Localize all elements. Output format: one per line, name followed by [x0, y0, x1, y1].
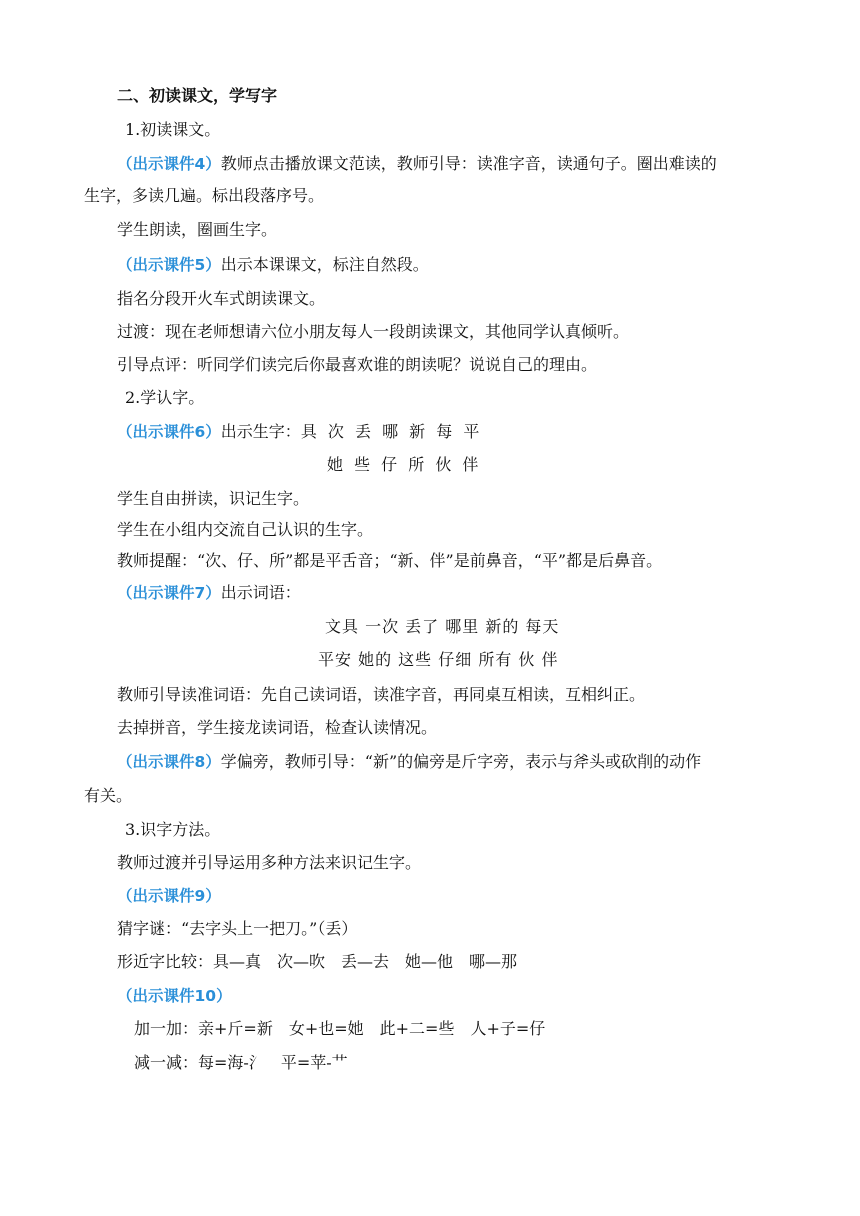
addition-line: 加一加：亲+斤=新 女+也=她 此+二=些 人+子=仔 — [134, 1019, 546, 1038]
courseware-10 — [117, 986, 232, 1006]
subheading-learn-characters: 2.学认字。 — [125, 388, 205, 407]
new-characters-row-1: 具 次 丢 哪 新 每 平 — [300, 422, 483, 441]
courseware-tag: （出示课件10） — [117, 987, 232, 1005]
subheading-methods: 3.识字方法。 — [125, 820, 221, 839]
paragraph-courseware-6 — [117, 422, 482, 442]
courseware-tag: （出示课件8） — [117, 753, 221, 771]
paragraph-courseware-7 — [117, 583, 301, 603]
paragraph-text: 去掉拼音，学生接龙读词语，检查认读情况。 — [117, 718, 438, 737]
paragraph-text: 引导点评：听同学们读完后你最喜欢谁的朗读呢？说说自己的理由。 — [117, 355, 598, 374]
section-title: 二、初读课文，学写字 — [117, 86, 278, 105]
paragraph-text: 出示词语： — [220, 583, 301, 602]
paragraph-text: 学偏旁，教师引导：“新”的偏旁是斤字旁，表示与斧头或砍削的动作 — [220, 752, 702, 771]
courseware-9 — [117, 886, 221, 906]
paragraph-text: 学生朗读，圈画生字。 — [117, 220, 278, 239]
paragraph-text: 教师提醒：“次、仔、所”都是平舌音；“新、伴”是前鼻音，“平”都是后鼻音。 — [117, 551, 663, 570]
courseware-tag: （出示课件5） — [117, 256, 221, 274]
paragraph-text: 指名分段开火车式朗读课文。 — [117, 289, 326, 308]
courseware-tag: （出示课件6） — [117, 423, 221, 441]
paragraph-text: 教师引导读准词语：先自己读词语，读准字音，再同桌互相读，互相纠正。 — [117, 685, 646, 704]
paragraph-text: 过渡：现在老师想请六位小朋友每人一段朗读课文，其他同学认真倾听。 — [117, 322, 630, 341]
subheading-read-text: 1.初读课文。 — [125, 120, 221, 139]
paragraph-text: 教师过渡并引导运用多种方法来识记生字。 — [117, 853, 422, 872]
paragraph-courseware-4 — [117, 154, 717, 174]
new-characters-row-2: 她 些 仔 所 伙 伴 — [327, 455, 482, 474]
courseware-tag: （出示课件7） — [117, 584, 221, 602]
courseware-tag: （出示课件9） — [117, 887, 221, 905]
paragraph-text: 教师点击播放课文范读，教师引导：读准字音，读通句子。圈出难读的 — [220, 154, 717, 173]
paragraph-text: 出示生字： — [220, 422, 301, 441]
vocabulary-row-1: 文具 一次 丢了 哪里 新的 每天 — [325, 617, 560, 636]
similar-characters-line: 形近字比较：具—真 次—吹 丢—去 她—他 哪—那 — [117, 952, 518, 971]
paragraph-text: 学生在小组内交流自己认识的生字。 — [117, 520, 374, 539]
paragraph-continuation: 有关。 — [84, 786, 133, 805]
subtraction-line: 减一减：每=海-氵 平=苹-艹 — [134, 1053, 348, 1072]
paragraph-text: 出示本课课文，标注自然段。 — [220, 255, 429, 274]
paragraph-text: 学生自由拼读，识记生字。 — [117, 489, 310, 508]
paragraph-continuation: 生字，多读几遍。标出段落序号。 — [84, 186, 325, 205]
paragraph-courseware-5 — [117, 255, 429, 275]
riddle-line: 猜字谜：“去字头上一把刀。”（丢） — [117, 919, 358, 938]
courseware-tag: （出示课件4） — [117, 155, 221, 173]
vocabulary-row-2: 平安 她的 这些 仔细 所有 伙 伴 — [318, 650, 559, 669]
paragraph-courseware-8 — [117, 752, 701, 772]
